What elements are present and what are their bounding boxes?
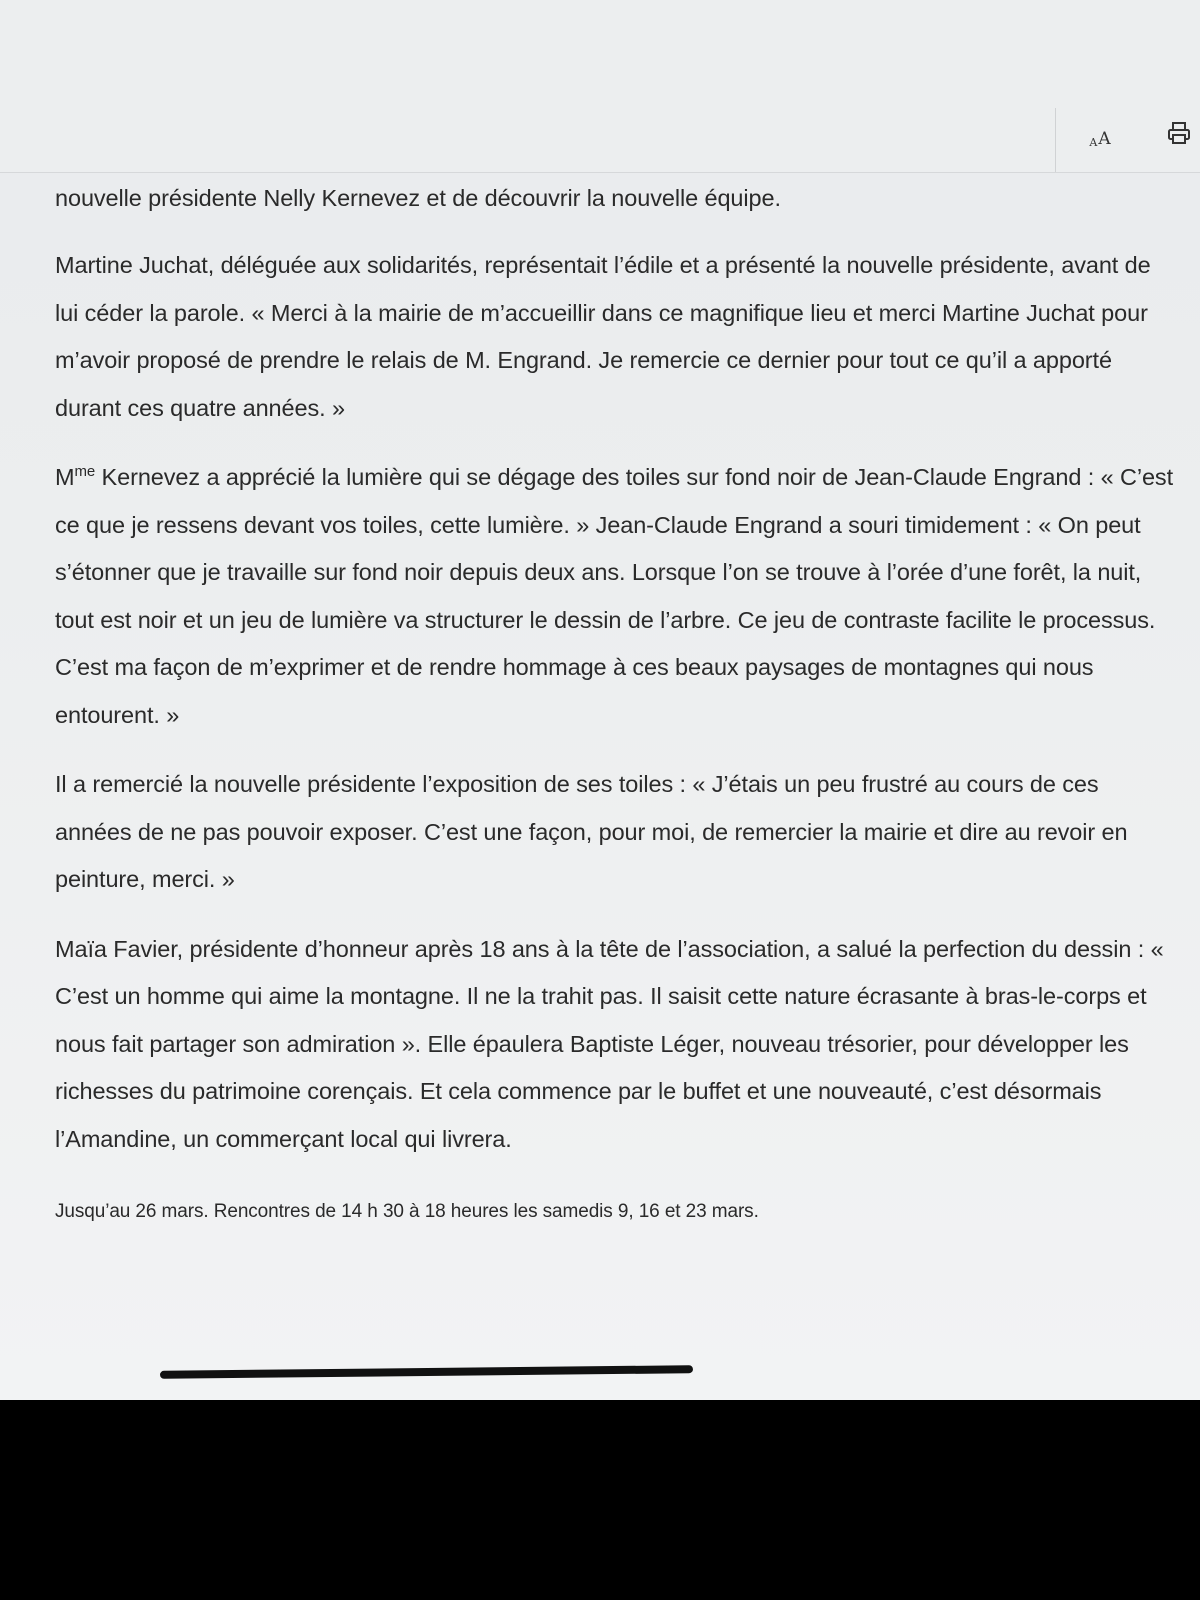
text-size-small-glyph: A: [1089, 136, 1098, 149]
article-paragraph: nouvelle présidente Nelly Kernevez et de découvrir la nouvelle équipe.: [55, 185, 781, 211]
reader-toolbar: [0, 0, 1200, 173]
event-info-note: Jusqu’au 26 mars. Rencontres de 14 h 30 à 18 heures les samedis 9, 16 et 23 mars.: [55, 1201, 759, 1222]
honorific: M: [55, 464, 75, 490]
article-paragraph: Maïa Favier, présidente d’honneur après 18 ans à la tête de l’association, a salué la perfection du dessin : « C’est un homme qui aime la montagne. Il ne la trahit pas. Il saisit cette nature écrasante à bras-le-corps et nous fait partager son admiration ». Elle épaulera Baptiste Léger, nouveau trésorier, pour développer les richesses du patrimoine corençais. Et cela commence par le buffet et une nouveauté, c’est désormais l’Amandine, un commerçant local qui livrera.: [55, 935, 1164, 1152]
honorific-superscript: me: [74, 463, 96, 480]
printer-icon[interactable]: [1166, 120, 1192, 146]
article-paragraph: Il a remercié la nouvelle présidente l’exposition de ses toiles : « J’étais un peu frustré au cours de ces années de ne pas pouvoir exposer. C’est une façon, pour moi, de remercier la mairie et dire au revoir en peinture, merci. »: [55, 771, 1128, 892]
article-paragraph: [55, 454, 1180, 739]
paragraph-text: Kernevez a apprécié la lumière qui se dégage des toiles sur fond noir de Jean-Claude Engrand : « C’est ce que je ressens devant vos toiles, cette lumière. » Jean-Claude Engrand a souri timidement : « On peut s’étonner que je travaille sur fond noir depuis deux ans. Lorsque l’on se trouve à l’orée d’une forêt, la nuit, tout est noir et un jeu de lumière va structurer le dessin de l’arbre. Ce jeu de contraste facilite le processus. C’est ma façon de m’exprimer et de rendre hommage à ces beaux paysages de montagnes qui nous entourent. »: [55, 464, 1174, 728]
text-size-icon[interactable]: [1085, 118, 1115, 148]
home-indicator[interactable]: [160, 1365, 693, 1379]
article-paragraph: Martine Juchat, déléguée aux solidarités, représentait l’édile et a présenté la nouvelle présidente, avant de lui céder la parole. « Merci à la mairie de m’accueillir dans ce magnifique lieu et merci Martine Juchat pour m’avoir proposé de prendre le relais de M. Engrand. Je remercie ce dernier pour tout ce qu’il a apporté durant ces quatre années. »: [55, 252, 1151, 421]
toolbar-divider: [1055, 108, 1056, 172]
text-size-big-glyph: A: [1098, 129, 1111, 149]
printer-icon-graphic: [1166, 120, 1192, 146]
article-body: [55, 176, 1180, 1249]
